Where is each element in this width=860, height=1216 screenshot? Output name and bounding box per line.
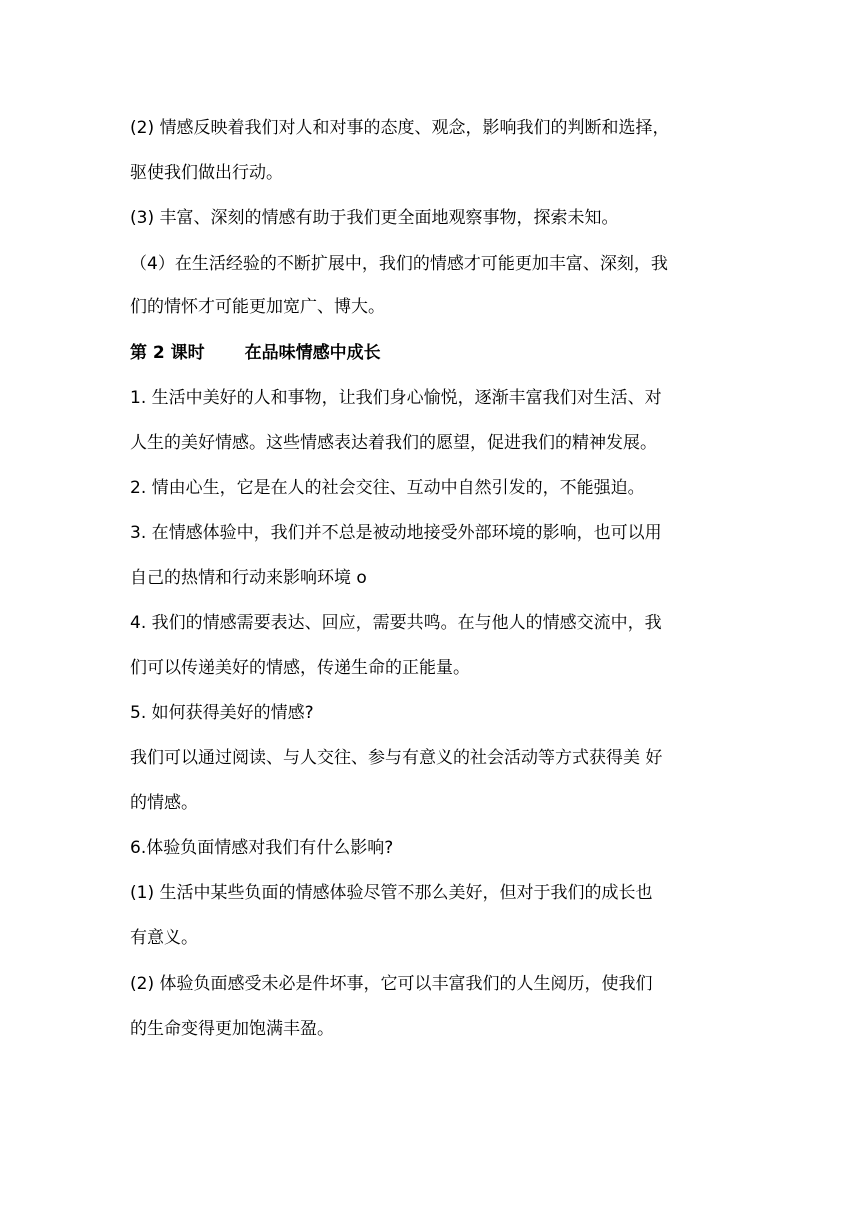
text-line: 的生命变得更加饱满丰盈。 <box>130 1019 334 1039</box>
text-line: 6.体验负面情感对我们有什么影响? <box>130 838 394 858</box>
lesson-number: 第 2 课时 <box>130 343 205 363</box>
text-line: 们的情怀才可能更加宽广、博大。 <box>130 297 385 317</box>
text-line: (3) 丰富、深刻的情感有助于我们更全面地观察事物，探索未知。 <box>130 208 619 228</box>
text-line: 我们可以通过阅读、与人交往、参与有意义的社会活动等方式获得美 好 <box>130 748 663 768</box>
lesson-title: 在品味情感中成长 <box>244 343 381 363</box>
text-line: 的情感。 <box>130 793 198 813</box>
text-line: 2. 情由心生，它是在人的社会交往、互动中自然引发的，不能强迫。 <box>130 478 645 498</box>
text-line: 1. 生活中美好的人和事物，让我们身心愉悦，逐渐丰富我们对生活、对 <box>130 388 662 408</box>
text-line: 自己的热情和行动来影响环境 o <box>130 568 367 588</box>
text-line: (1) 生活中某些负面的情感体验尽管不那么美好，但对于我们的成长也 <box>130 883 653 903</box>
text-line: 人生的美好情感。这些情感表达着我们的愿望，促进我们的精神发展。 <box>130 433 657 453</box>
section-heading <box>130 342 740 364</box>
text-line: 驱使我们做出行动。 <box>130 163 283 183</box>
text-line: （4）在生活经验的不断扩展中，我们的情感才可能更加丰富、深刻，我 <box>130 254 668 274</box>
text-line: (2) 情感反映着我们对人和对事的态度、观念，影响我们的判断和选择， <box>130 118 670 138</box>
text-line: 3. 在情感体验中，我们并不总是被动地接受外部环境的影响，也可以用 <box>130 523 662 543</box>
text-line: (2) 体验负面感受未必是件坏事，它可以丰富我们的人生阅历，使我们 <box>130 974 653 994</box>
text-line: 有意义。 <box>130 928 198 948</box>
text-line: 4. 我们的情感需要表达、回应，需要共鸣。在与他人的情感交流中，我 <box>130 613 662 633</box>
text-line: 们可以传递美好的情感，传递生命的正能量。 <box>130 658 470 678</box>
text-line: 5. 如何获得美好的情感? <box>130 703 314 723</box>
